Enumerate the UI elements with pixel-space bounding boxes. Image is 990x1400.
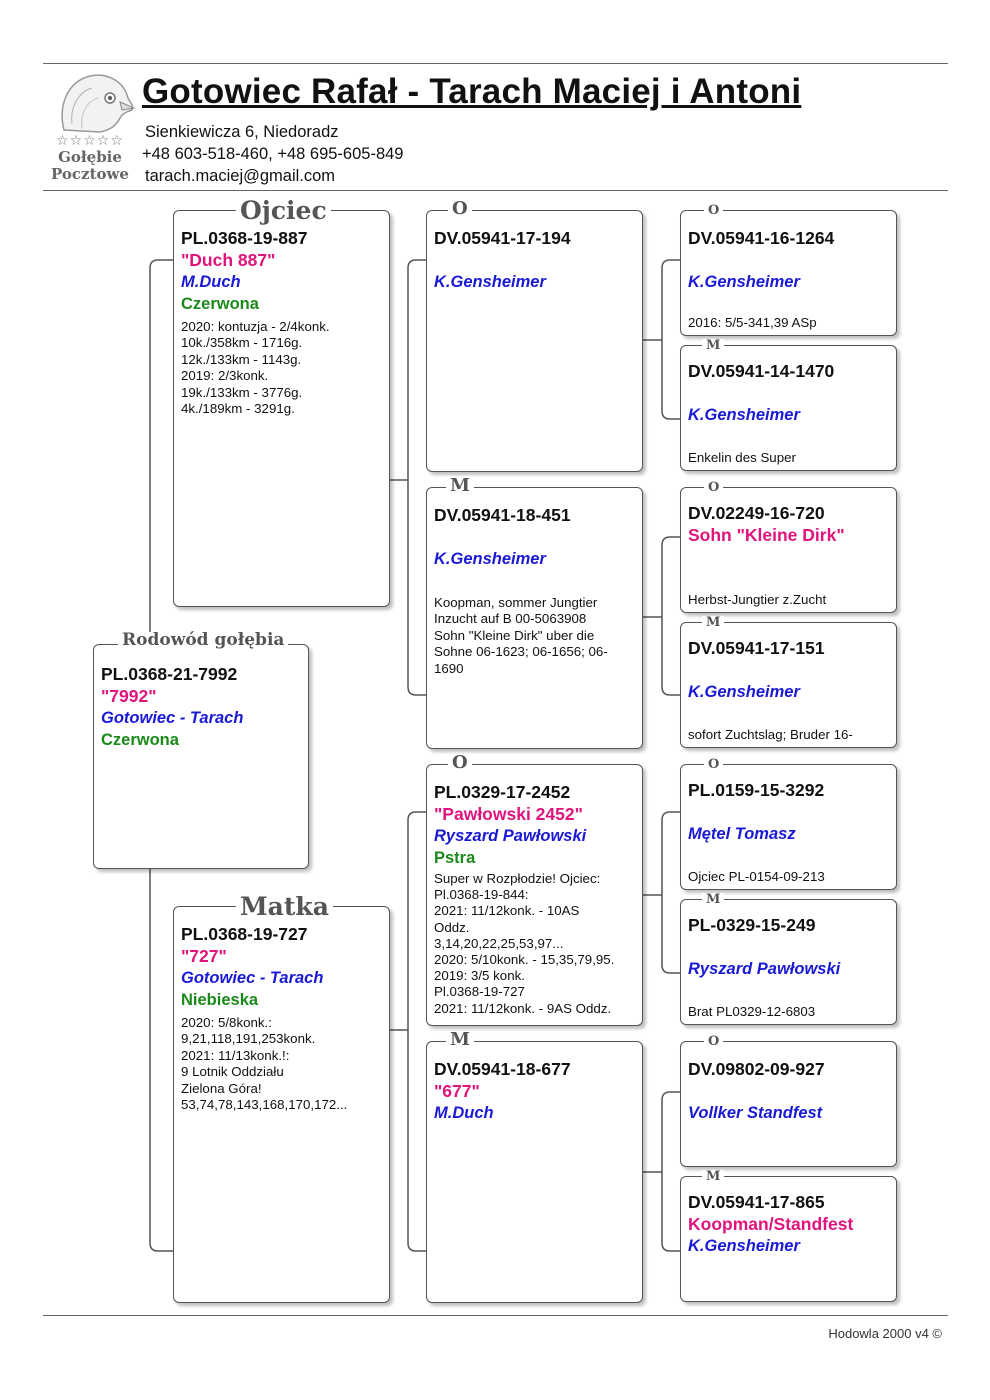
father-card[interactable]	[173, 210, 390, 607]
mother-ring: PL.0368-19-727	[181, 924, 308, 944]
connector-fm-fmf	[662, 537, 680, 617]
connector-mother-mf	[408, 812, 426, 1030]
fm-owner: K.Gensheimer	[434, 550, 546, 568]
father-notes: 2020: kontuzja - 2/4konk. 10k./358km - 1716g. 12k./133km - 1143g. 2019: 2/3konk. 19k./133km - 3776g. 4k./189km - 3291g.	[181, 319, 330, 417]
label-ffm: M	[702, 339, 724, 352]
ff-ring: DV.05941-17-194	[434, 228, 571, 248]
label-fff: O	[704, 204, 723, 217]
subject-owner: Gotowiec - Tarach	[101, 709, 244, 727]
connector-mother-mm	[408, 1030, 426, 1251]
connector-mm-mmm	[662, 1172, 680, 1251]
father-ring: PL.0368-19-887	[181, 228, 308, 248]
connector-mm-mmf	[662, 1092, 680, 1172]
grandsire-paternal-card[interactable]	[426, 210, 643, 472]
mother-name: "727"	[181, 946, 227, 966]
label-mff: O	[704, 758, 723, 771]
grandsire-maternal-card[interactable]	[426, 764, 643, 1026]
mf-ring: PL.0329-17-2452	[434, 782, 571, 802]
fm-ring: DV.05941-18-451	[434, 505, 571, 525]
ggp-ffm-card[interactable]	[680, 345, 897, 471]
breeder-email[interactable]: tarach.maciej@gmail.com	[145, 167, 336, 185]
label-fmf: O	[704, 481, 723, 494]
ggp-fmm-card[interactable]	[680, 622, 897, 748]
fm-notes: Koopman, sommer Jungtier Inzucht auf B 00-5063908 Sohn "Kleine Dirk" uber die Sohne 06-1623; 06-1656; 06- 1690	[434, 595, 608, 676]
label-mother: Matka	[236, 894, 333, 919]
ffm-note: Enkelin des Super	[688, 449, 796, 465]
connector-mf-mfm	[662, 895, 680, 973]
label-mmm: M	[702, 1170, 724, 1183]
mf-name: "Pawłowski 2452"	[434, 804, 583, 824]
father-owner: M.Duch	[181, 273, 241, 291]
mmm-ring: DV.05941-17-865	[688, 1192, 825, 1212]
fff-note: 2016: 5/5-341,39 ASp	[688, 314, 817, 330]
mf-notes: Super w Rozpłodzie! Ojciec: Pl.0368-19-844: 2021: 11/12konk. - 10AS Oddz. 3,14,20,22,25,53,97... 2020: 5/10konk. - 15,35,79,95. 2019: 3/5 konk. Pl.0368-19-727 2021: 11/12konk. - 9AS Oddz.	[434, 871, 615, 1016]
fmm-ring: DV.05941-17-151	[688, 638, 825, 658]
connector-father-fm	[408, 480, 426, 695]
logo-stars: ☆☆☆☆☆	[56, 132, 124, 148]
footer-credit: Hodowla 2000 v4 ©	[828, 1326, 942, 1341]
connector-mf-mff	[662, 812, 680, 895]
ggp-fff-card[interactable]	[680, 210, 897, 336]
fmf-name: Sohn "Kleine Dirk"	[688, 525, 845, 545]
mm-ring: DV.05941-18-677	[434, 1059, 571, 1079]
mf-owner: Ryszard Pawłowski	[434, 827, 587, 845]
father-color: Czerwona	[181, 295, 259, 313]
label-mmf: O	[704, 1035, 723, 1048]
fff-owner: K.Gensheimer	[688, 273, 800, 291]
mother-owner: Gotowiec - Tarach	[181, 969, 324, 987]
mff-note: Ojciec PL-0154-09-213	[688, 868, 825, 884]
subject-name: "7992"	[101, 686, 157, 706]
mother-color: Niebieska	[181, 991, 259, 1009]
label-mfm: M	[702, 893, 724, 906]
mother-notes: 2020: 5/8konk.: 9,21,118,191,253konk. 2021: 11/13konk.!: 9 Lotnik Oddziału Zielona Góra! 53,74,78,143,168,170,172...	[181, 1015, 348, 1113]
fmm-owner: K.Gensheimer	[688, 683, 800, 701]
label-ff: O	[448, 200, 472, 218]
fmf-note: Herbst-Jungtier z.Zucht	[688, 591, 827, 607]
breeder-phones: +48 603-518-460, +48 695-605-849	[142, 145, 404, 163]
mother-card[interactable]	[173, 906, 390, 1303]
mfm-owner: Ryszard Pawłowski	[688, 960, 841, 978]
ffm-ring: DV.05941-14-1470	[688, 361, 835, 381]
ggp-mmm-card[interactable]	[680, 1176, 897, 1302]
label-fm: M	[446, 477, 474, 495]
ggp-mmf-card[interactable]	[680, 1041, 897, 1167]
label-mf: O	[448, 754, 472, 772]
fmf-ring: DV.02249-16-720	[688, 503, 825, 523]
label-father: Ojciec	[236, 198, 331, 223]
ff-owner: K.Gensheimer	[434, 273, 546, 291]
mfm-note: Brat PL0329-12-6803	[688, 1003, 816, 1019]
mfm-ring: PL-0329-15-249	[688, 915, 816, 935]
connector-ff-ffm	[662, 340, 680, 419]
breeder-address: Sienkiewicza 6, Niedoradz	[145, 123, 339, 141]
connector-fm-fmm	[662, 617, 680, 695]
ggp-fmf-card[interactable]	[680, 487, 897, 613]
logo-text-line2: Pocztowe	[51, 165, 129, 183]
granddam-paternal-card[interactable]	[426, 487, 643, 749]
subject-color: Czerwona	[101, 731, 179, 749]
mmm-name: Koopman/Standfest	[688, 1214, 854, 1234]
logo-text-line1: Gołębie	[58, 148, 122, 166]
mmm-owner: K.Gensheimer	[688, 1237, 800, 1255]
breeder-title: Gotowiec Rafał - Tarach Maciej i Antoni	[142, 72, 802, 111]
label-pedigree: Rodowód gołębia	[118, 632, 288, 649]
father-name: "Duch 887"	[181, 250, 276, 270]
subject-ring: PL.0368-21-7992	[101, 664, 238, 684]
ffm-owner: K.Gensheimer	[688, 406, 800, 424]
subject-card[interactable]	[93, 644, 309, 869]
mmf-owner: Vollker Standfest	[688, 1104, 823, 1122]
mff-ring: PL.0159-15-3292	[688, 780, 825, 800]
mm-owner: M.Duch	[434, 1104, 494, 1122]
connector-ff-fff	[662, 260, 680, 340]
connector-subject-mother	[150, 868, 173, 1251]
label-fmm: M	[702, 616, 724, 629]
mff-owner: Mętel Tomasz	[688, 825, 796, 843]
fff-ring: DV.05941-16-1264	[688, 228, 835, 248]
label-mm: M	[446, 1031, 474, 1049]
connector-subject-father	[150, 260, 173, 643]
connector-father-ff	[408, 260, 426, 480]
granddam-maternal-card[interactable]	[426, 1041, 643, 1303]
mmf-ring: DV.09802-09-927	[688, 1059, 825, 1079]
ggp-mff-card[interactable]	[680, 764, 897, 890]
fmm-note: sofort Zuchtslag; Bruder 16-	[688, 726, 853, 742]
mf-color: Pstra	[434, 849, 476, 867]
ggp-mfm-card[interactable]	[680, 899, 897, 1025]
mm-name: "677"	[434, 1081, 480, 1101]
